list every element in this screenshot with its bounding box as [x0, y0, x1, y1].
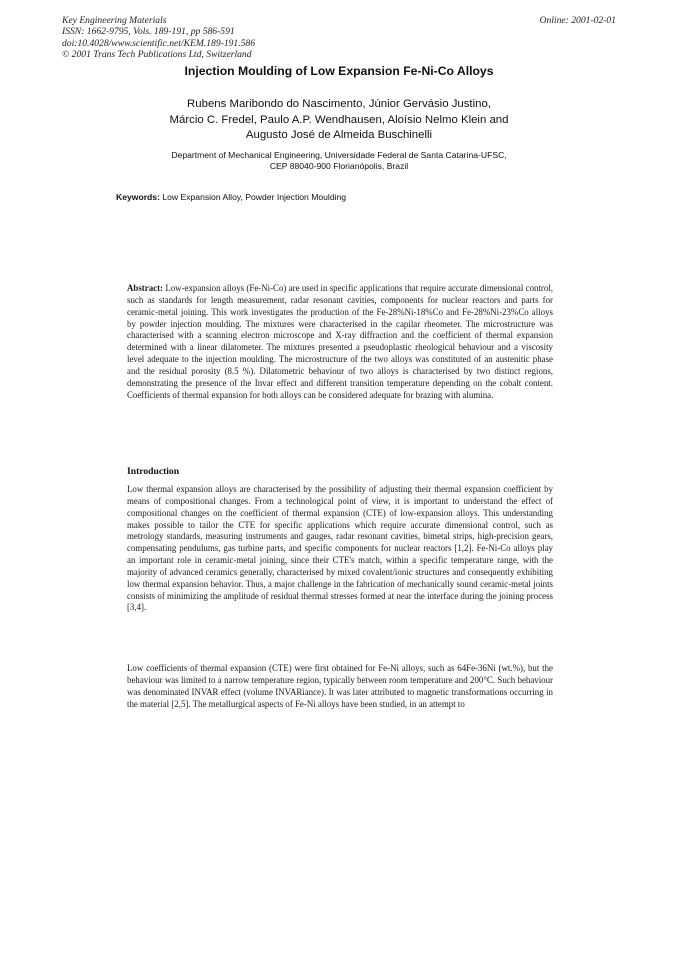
abstract-text: Low-expansion alloys (Fe-Ni-Co) are used in specific applications that require accurate dimensional control, such as standards for length measurement, radar resonant cavities, components for nuclear reactors and parts for ceramic-metal joining. This work investigates the production of the Fe-28%Ni-18%Co and Fe-28%Ni-23%Co alloys by powder injection moulding. The mixtures were characterised in the capilar rheometer. The microstructure was characterised with a scanning electron microscope and X-ray diffraction and the coefficient of thermal expansion determined with a linear dilatometer. The mixtures presented a pseudoplastic rheological behaviour and a viscosity level adequate to the injection moulding. The microstructure of the two alloys was constituted of an austenitic phase and the residual porosity (8.5 %). Dilatometric behaviour of two alloys is characterised by two distinct regions, demonstrating the presence of the Invar effect and different transition temperature depending on the cobalt content. Coefficients of thermal expansion for both alloys can be considered adequate for brazing with alumina. [127, 283, 553, 400]
doi-line: doi:10.4028/www.scientific.net/KEM.189-191.586 [62, 37, 256, 49]
journal-name: Key Engineering Materials [62, 15, 167, 26]
affiliation-line: CEP 88040-900 Florianópolis, Brazil [269, 161, 409, 171]
keywords-label: Keywords: [116, 192, 160, 202]
introduction-paragraph: Low coefficients of thermal expansion (CTE) were first obtained for Fe-Ni alloys, such as 64Fe-36Ni (wt.%), but the behaviour was limited to a narrow temperature region, typically between room temperature and 200°C. Such behaviour was denominated INVAR effect (volume INVARiance). It was later attributed to magnetic transformations occurring in the material [2,5]. The metallurgical aspects of Fe-Ni alloys have been studied, in an attempt to [127, 663, 553, 709]
issn-line: ISSN: 1662-9795, Vols. 189-191, pp 586-591 [62, 26, 235, 38]
abstract [127, 283, 553, 401]
publication-meta [62, 15, 622, 61]
affiliation [0, 150, 678, 172]
keywords [116, 192, 576, 203]
author-line: Rubens Maribondo do Nascimento, Júnior Gervásio Justino, [187, 98, 491, 110]
author-line: Augusto José de Almeida Buschinelli [245, 129, 433, 142]
abstract-label: Abstract: [127, 283, 163, 293]
copyright-line: © 2001 Trans Tech Publications Ltd, Switzerland [62, 49, 252, 61]
introduction-heading: Introduction [127, 466, 180, 477]
author-line: Márcio C. Fredel, Paulo A.P. Wendhausen, Aloísio Nelmo Klein and [169, 113, 509, 126]
introduction-paragraph: Low thermal expansion alloys are characterised by the possibility of adjusting their thermal expansion coefficient by means of compositional changes. From a technological point of view, it is important to understand the effect of compositional changes on the coefficient of thermal expansion (CTE) of low-expansion alloys. This understanding makes possible to tailor the CTE for specific applications which require accurate dimensional control, such as metrology standards, measuring instruments and gauges, radar resonant cavities, bimetal strips, high-precision gears, compensating pendulums, gas turbine parts, and specific components for nuclear reactors [1,2]. Fe-Ni-Co alloys play an important role in ceramic-metal joining, since their CTE's match, within a specific temperature range, with the majority of advanced ceramics generally, characterised by mixed covalent/ionic structures and consequently exhibiting low thermal expansion behavior. Thus, a major challenge in the fabrication of mechanically sound ceramic-metal joints consists of minimizing the amplitude of residual thermal stresses formed at near the interface during the joining process [3,4]. [127, 484, 553, 613]
online-date: Online: 2001-02-01 [539, 15, 616, 26]
paper-title: Injection Moulding of Low Expansion Fe-Ni-Co Alloys [184, 64, 494, 78]
author-list [0, 97, 678, 144]
keywords-text: Low Expansion Alloy, Powder Injection Moulding [162, 192, 347, 202]
affiliation-line: Department of Mechanical Engineering, Universidade Federal de Santa Catarina-UFSC, [171, 150, 507, 160]
